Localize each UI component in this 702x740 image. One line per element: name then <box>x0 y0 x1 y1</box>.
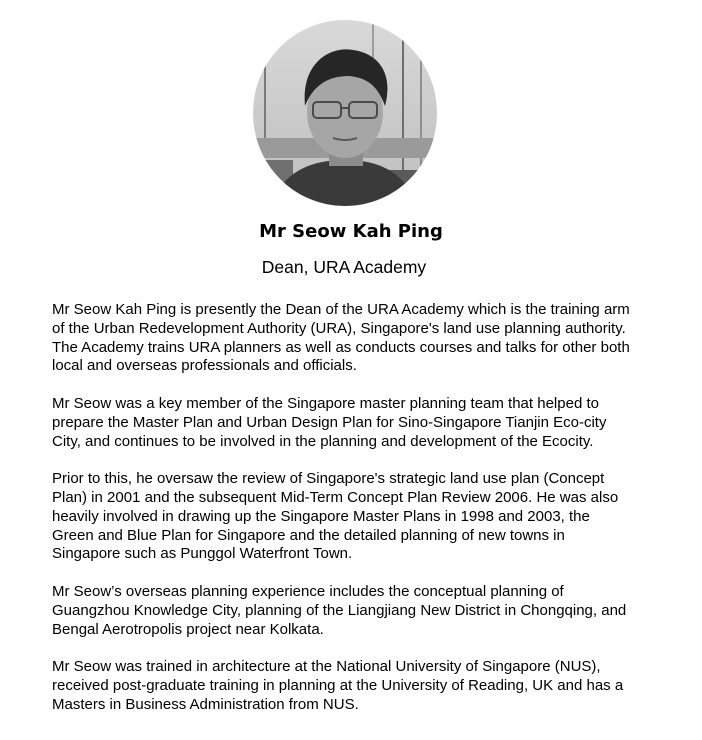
bio-paragraph: Prior to this, he oversaw the review of Singapore's strategic land use plan (Concept Plan) in 2001 and the subsequent Mid-Term Concept Plan Review 2006. He was also heavily involved in drawing up the Singapore Master Plans in 1998 and 2003, the Green and Blue Plan for Singapore and the detailed planning of new towns in Singapore such as Punggol Waterfront Town. <box>52 470 619 563</box>
biography <box>52 301 692 733</box>
portrait-photo <box>253 20 437 206</box>
person-name: Mr Seow Kah Ping <box>259 221 443 242</box>
bio-paragraph: Mr Seow’s overseas planning experience includes the conceptual planning of Guangzhou Knowledge City, planning of the Liangjiang New District in Chongqing, and Bengal Aerotropolis project near Kolkata. <box>52 582 627 638</box>
person-title: Dean, URA Academy <box>261 257 427 277</box>
bio-paragraph: Mr Seow was trained in architecture at the National University of Singapore (NUS), received post-graduate training in planning at the University of Reading, UK and has a Masters in Business Administration from NUS. <box>52 658 624 713</box>
profile-photo <box>253 20 437 206</box>
bio-paragraph: Mr Seow was a key member of the Singapore master planning team that helped to prepare the Master Plan and Urban Design Plan for Sino-Singapore Tianjin Eco-city City, and continues to be involved in the planning and development of the Ecocity. <box>52 394 607 450</box>
bio-paragraph: Mr Seow Kah Ping is presently the Dean of the URA Academy which is the training arm of the Urban Redevelopment Authority (URA), Singapore's land use planning authority. The Academy trains URA planners as well as conducts courses and talks for other both local and overseas professionals and officials. <box>52 301 630 375</box>
